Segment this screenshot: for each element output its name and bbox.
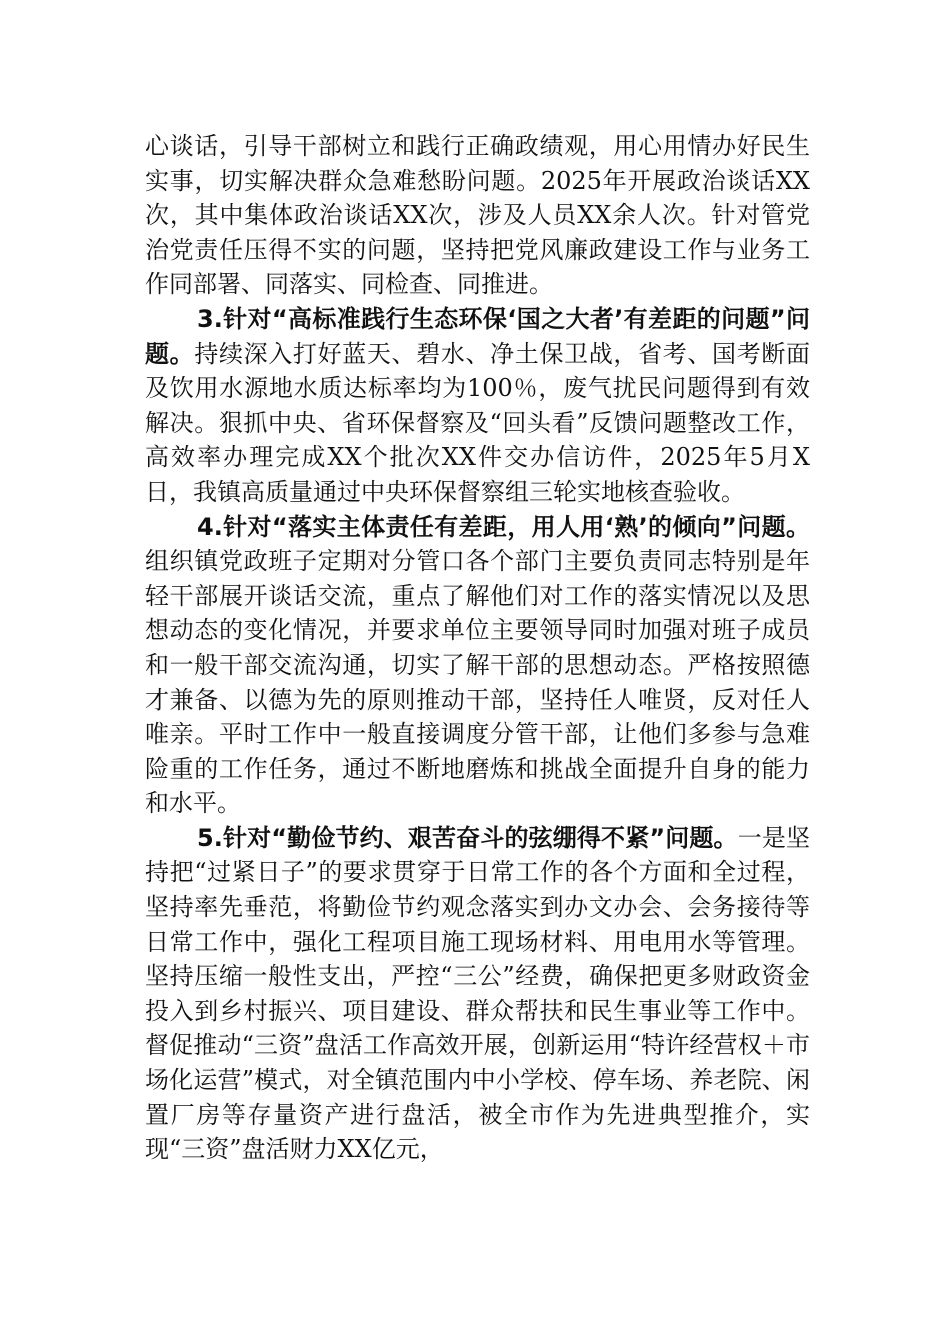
- paragraph-2-heading: 3.针对“高标准践行生态环保‘国之大者’有差距的问题”问题。: [145, 304, 810, 368]
- paragraph-4-body: 一是坚持把“过紧日子”的要求贯穿于日常工作的各个方面和全过程，坚持率先垂范，将勤俭节约观念落实到办文办会、会务接待等日常工作中，强化工程项目施工现场材料、用电用水等管理。坚持压缩一般性支出，严控“三公”经费，确保把更多财政资金投入到乡村振兴、项目建设、群众帮扶和民生事业等工作中。督促推动“三资”盘活工作高效开展，创新运用“特许经营权＋市场化运营”模式，对全镇范围内中小学校、停车场、养老院、闲置厂房等存量资产进行盘活，被全市作为先进典型推介，实现“三资”盘活财力XX亿元，: [145, 823, 810, 1164]
- paragraph-4: [145, 821, 810, 1167]
- paragraph-3-heading: 4.针对“落实主体责任有差距，用人用‘熟’的倾向”问题。: [197, 512, 810, 541]
- document-body: [145, 129, 810, 1167]
- paragraph-4-heading: 5.针对“勤俭节约、艰苦奋斗的弦绷得不紧”问题。: [197, 823, 738, 852]
- paragraph-3: [145, 510, 810, 821]
- paragraph-2: [145, 302, 810, 510]
- paragraph-2-body: 持续深入打好蓝天、碧水、净土保卫战，省考、国考断面及饮用水源地水质达标率均为100％，废气扰民问题得到有效解决。狠抓中央、省环保督察及“回头看”反馈问题整改工作，高效率办理完成XX个批次XX件交办信访件，2025年5月X日，我镇高质量通过中央环保督察组三轮实地核查验收。: [145, 339, 811, 506]
- paragraph-3-body: 组织镇党政班子定期对分管口各个部门主要负责同志特别是年轻干部展开谈话交流，重点了解他们对工作的落实情况以及思想动态的变化情况，并要求单位主要领导同时加强对班子成员和一般干部交流沟通，切实了解干部的思想动态。严格按照德才兼备、以德为先的原则推动干部，坚持任人唯贤，反对任人唯亲。平时工作中一般直接调度分管干部，让他们多参与急难险重的工作任务，通过不断地磨炼和挑战全面提升自身的能力和水平。: [145, 547, 810, 818]
- paragraph-1-body: 心谈话，引导干部树立和践行正确政绩观，用心用情办好民生实事，切实解决群众急难愁盼问题。2025年开展政治谈话XX次，其中集体政治谈话XX次，涉及人员XX余人次。针对管党治党责任压得不实的问题，坚持把党风廉政建设工作与业务工作同部署、同落实、同检查、同推进。: [145, 132, 810, 299]
- paragraph-1: [145, 129, 810, 302]
